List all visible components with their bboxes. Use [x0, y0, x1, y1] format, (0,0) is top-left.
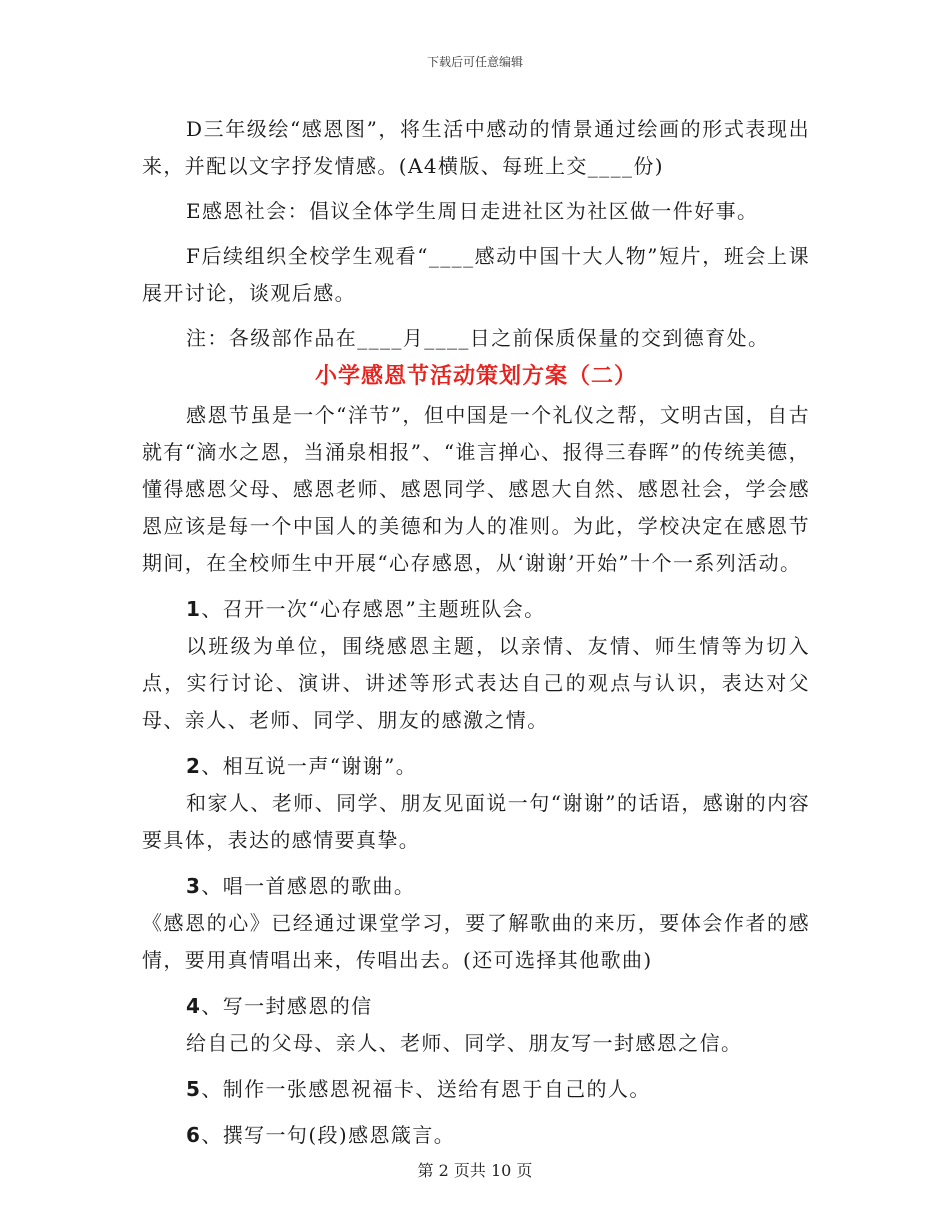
item-5-number: 5: [186, 1077, 202, 1101]
page-footer: 第 2 页共 10 页: [417, 1161, 533, 1180]
item-1-title: [142, 591, 810, 628]
item-2-number: 2: [186, 754, 202, 778]
paragraph-d: D三年级绘“感恩图”，将生活中感动的情景通过绘画的形式表现出来，并配以文字抒发情感。(A4横版、每班上交____份): [142, 117, 810, 178]
item-4-number: 4: [186, 994, 202, 1018]
item-4-title-text: 、写一封感恩的信: [201, 994, 373, 1018]
document-body: [142, 111, 810, 1154]
item-3-body: 《感恩的心》已经通过课堂学习，要了解歌曲的来历，要体会作者的感情，要用真情唱出来，传唱出去。(还可选择其他歌曲): [142, 911, 810, 972]
item-1-number: 1: [186, 597, 202, 621]
paragraph-e: E感恩社会：倡议全体学生周日走进社区为社区做一件好事。: [186, 199, 759, 223]
item-2-body: 和家人、老师、同学、朋友见面说一句“谢谢”的话语，感谢的内容要具体，表达的感情要真挚。: [142, 791, 810, 852]
intro-paragraph: 感恩节虽是一个“洋节”，但中国是一个礼仪之帮，文明古国，自古就有“滴水之恩，当涌泉相报”、“谁言掸心、报得三春晖”的传统美德，懂得感恩父母、感恩老师、感恩同学、感恩大自然、感恩社会，学会感恩应该是每一个中国人的美德和为人的准则。为此，学校决定在感恩节期间，在全校师生中开展“心存感恩，从‘谢谢’开始”十个一系列活动。: [142, 403, 810, 575]
item-4-body: 给自己的父母、亲人、老师、同学、朋友写一封感恩之信。: [186, 1031, 743, 1055]
item-4-title: [142, 988, 810, 1025]
item-1-body: 以班级为单位，围绕感恩主题，以亲情、友情、师生情等为切入点，实行讨论、演讲、讲述等形式表达自己的观点与认识，表达对父母、亲人、老师、同学、朋友的感激之情。: [142, 634, 810, 732]
item-3-number: 3: [186, 874, 202, 898]
item-3-title: [142, 868, 810, 905]
paragraph-note: 注：各级部作品在____月____日之前保质保量的交到德育处。: [186, 326, 770, 350]
item-6-number: 6: [186, 1123, 202, 1147]
section-title: 小学感恩节活动策划方案（二）: [314, 364, 637, 389]
item-5-title: [142, 1071, 810, 1108]
paragraph-f: F后续组织全校学生观看“____感动中国十大人物”短片，班会上课展开讨论，谈观后感。: [142, 244, 810, 305]
item-6-title-text: 、撰写一句(段)感恩箴言。: [201, 1123, 456, 1147]
page-header: 下载后可任意编辑: [426, 55, 523, 69]
item-5-title-text: 、制作一张感恩祝福卡、送给有恩于自己的人。: [201, 1077, 651, 1101]
item-6-title: [142, 1117, 810, 1154]
item-2-title-text: 、相互说一声“谢谢”。: [201, 754, 418, 778]
item-1-title-text: 、召开一次“心存感恩”主题班队会。: [201, 597, 546, 621]
item-3-title-text: 、唱一首感恩的歌曲。: [201, 874, 416, 898]
item-2-title: [142, 748, 810, 785]
